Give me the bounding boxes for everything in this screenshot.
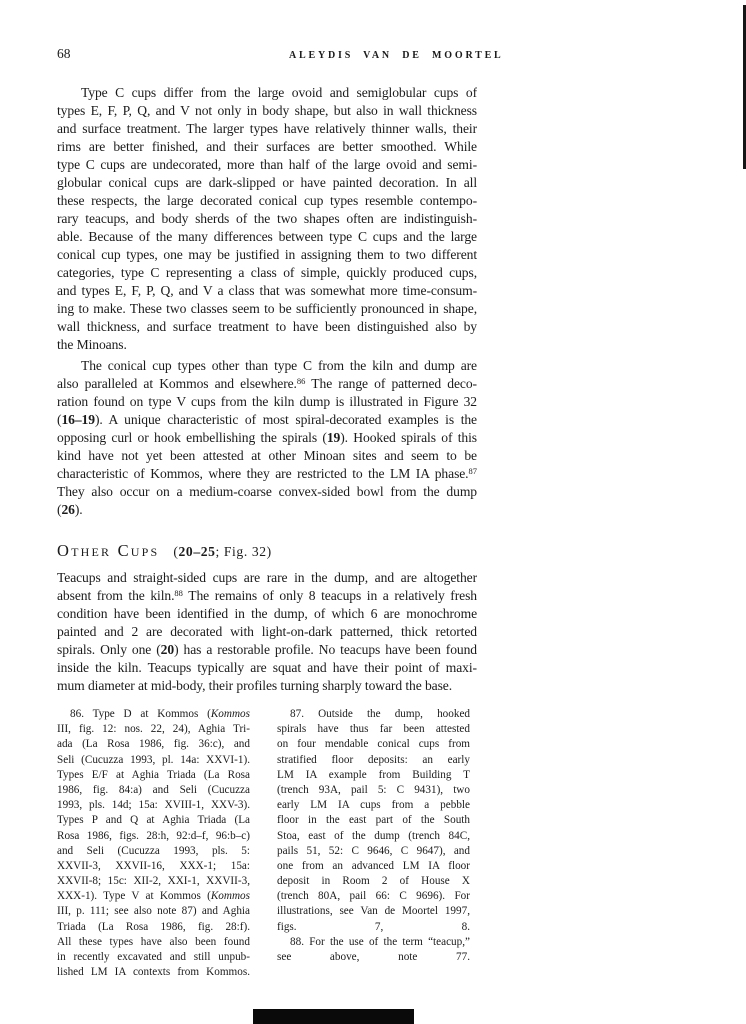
text-line: and surface treatment. The larger types have relatively thinner walls, their [57,121,477,136]
text-line: rims are better finished, and their surfaces are better smoothed. While [57,139,477,154]
footnote-column-left [57,707,250,980]
text-line: painted and 2 are decorated with light-on-dark patterned, thick retorted [57,624,477,639]
text-line: III, fig. 12: nos. 22, 24), Aghia Tri- [57,723,250,736]
text-line: figs. 7, 8. [277,920,470,933]
text-line: and types E, F, P, Q, and V a class that was somewhat more time-consum- [57,283,477,298]
text-line: early LM IA cups from a pebble [277,799,470,812]
text-line: condition have been identified in the dump, of which 6 are monochrome [57,606,477,621]
scan-artifact-bottom-bar [253,1009,414,1024]
text-line: and Seli (Cucuzza 1993, pls. 5: [57,844,250,857]
text-line: XXVII-3, XXVII-16, XXX-1; 15a: [57,859,250,872]
text-line: The conical cup types other than type C from the kiln and dump are [81,358,477,373]
text-line: Triada (La Rosa 1986, fig. 28:f). [57,920,250,933]
text-line: (trench 80A, pail 66: C 9696). For [277,890,470,903]
text-line: rary teacups, and body sherds of the two shapes often are indistinguish- [57,211,477,226]
text-line: Type C cups differ from the large ovoid and semiglobular cups of [81,85,477,100]
text-line: one from an advanced LM IA floor [277,859,470,872]
section-heading-ref: (20–25; Fig. 32) [173,544,272,559]
text-line: ada (La Rosa 1986, fig. 36:c), and [57,738,250,751]
text-line: Types P and Q at Aghia Triada (La [57,814,250,827]
text-line: spirals have thus far been attested [277,723,470,736]
text-line: see above, note 77. [277,951,470,963]
text-line: wall thickness, and surface treatment to have been distinguished also by [57,319,477,334]
text-line: deposit in Room 2 of House X [277,875,470,888]
text-line: 1986, fig. 84:a) and Seli (Cucuzza [57,783,250,796]
body-text [57,84,477,695]
text-line: 86. Type D at Kommos (Kommos [70,708,250,720]
text-line: LM IA example from Building T [277,768,470,781]
text-line: 88. For the use of the term “teacup,” [290,935,470,948]
paragraph-type-c-cups [57,84,477,354]
text-line: Rosa 1986, figs. 28:h, 92:d–f, 96:b–c) [57,829,250,842]
text-line: mum diameter at mid-body, their profiles turning sharply toward the base. [57,678,452,693]
text-line: (16–19). A unique characteristic of most spiral-decorated examples is the [57,412,477,427]
section-heading-title: Other Cups [57,541,160,560]
text-line: All these types have also been found [57,935,250,948]
text-line: III, p. 111; see also note 87) and Aghia [57,905,250,918]
text-line: type C cups are undecorated, more than half of the large ovoid and semi- [57,157,477,172]
paragraph-conical-cup-types [57,357,477,519]
text-line: lished LM IA contexts from Kommos. [57,966,250,979]
text-line: (trench 93A, pail 5: C 9431), two [277,783,470,796]
text-line: XXVII-8; 15c: XII-2, XXI-1, XXVII-3, [57,875,250,888]
text-line: globular conical cups are dark-slipped or have painted decoration. In all [57,175,477,190]
text-line: 1993, pls. 14d; 15a: XVIII-1, XXV-3). [57,799,250,812]
page-number: 68 [57,46,71,61]
footnote-column-right [277,707,470,980]
text-line: Seli (Cucuzza 1993, pl. 14a: XXVI-1). [57,753,250,766]
text-line: They also occur on a medium-coarse convex-sided bowl from the dump [57,484,477,499]
text-line: characteristic of Kommos, where they are restricted to the LM IA phase.$^{87}$ [57,466,477,481]
text-line: illustrations, see Van de Moortel 1997, [277,905,470,918]
text-line: Teacups and straight-sided cups are rare in the dump, and are altogether [57,570,477,585]
text-line: Types E/F at Aghia Triada (La Rosa [57,768,250,781]
paragraph-teacups [57,569,477,695]
text-line: kind have not yet been attested at other Minoan sites and seem to be [57,448,477,463]
text-line: inside the kiln. Teacups typically are squat and have their point of maxi- [57,660,477,675]
text-line: conical cup types, one may be justified in assigning them to two different [57,247,477,262]
text-line: Stoa, east of the dump (trench 84C, [277,829,470,842]
section-heading [57,536,477,563]
text-line: ing to make. These two classes seem to be sufficiently pronounced in shape, [57,301,477,316]
text-line: on four mendable conical cups from [277,738,470,751]
text-line: ration found on type V cups from the kiln dump is illustrated in Figure 32 [57,394,477,409]
text-line: floor in the east part of the South [277,814,470,827]
text-line: able. Because of the many differences between type C cups and the large [57,229,477,244]
text-line: pails 51, 52: C 9646, C 9647), and [277,844,470,857]
text-line: 87. Outside the dump, hooked [290,708,470,720]
text-line: in recently excavated and still unpub- [57,951,250,963]
text-line: also paralleled at Kommos and elsewhere.$^{86}$ The range of patterned deco- [57,376,477,391]
text-line: these respects, the large decorated conical cup types resemble contempo- [57,193,477,208]
running-head: ALEYDIS VAN DE MOORTEL [289,50,504,61]
text-line: opposing curl or hook embellishing the spirals (19). Hooked spirals of this [57,430,477,445]
footnotes [57,707,470,980]
text-line: categories, type C representing a class of simple, quickly produced cups, [57,265,477,280]
text-line: types E, F, P, Q, and V not only in body shape, but also in wall thickness [57,103,477,118]
text-line: stratified floor deposits: an early [277,753,470,766]
text-line: the Minoans. [57,337,127,352]
text-line: absent from the kiln.$^{88}$ The remains of only 8 teacups in a relatively fresh [57,588,477,603]
text-line: spirals. Only one (20) has a restorable profile. No teacups have been found [57,642,477,657]
text-line: XXX-1). Type V at Kommos (Kommos [57,890,250,903]
text-line: (26). [57,502,83,517]
